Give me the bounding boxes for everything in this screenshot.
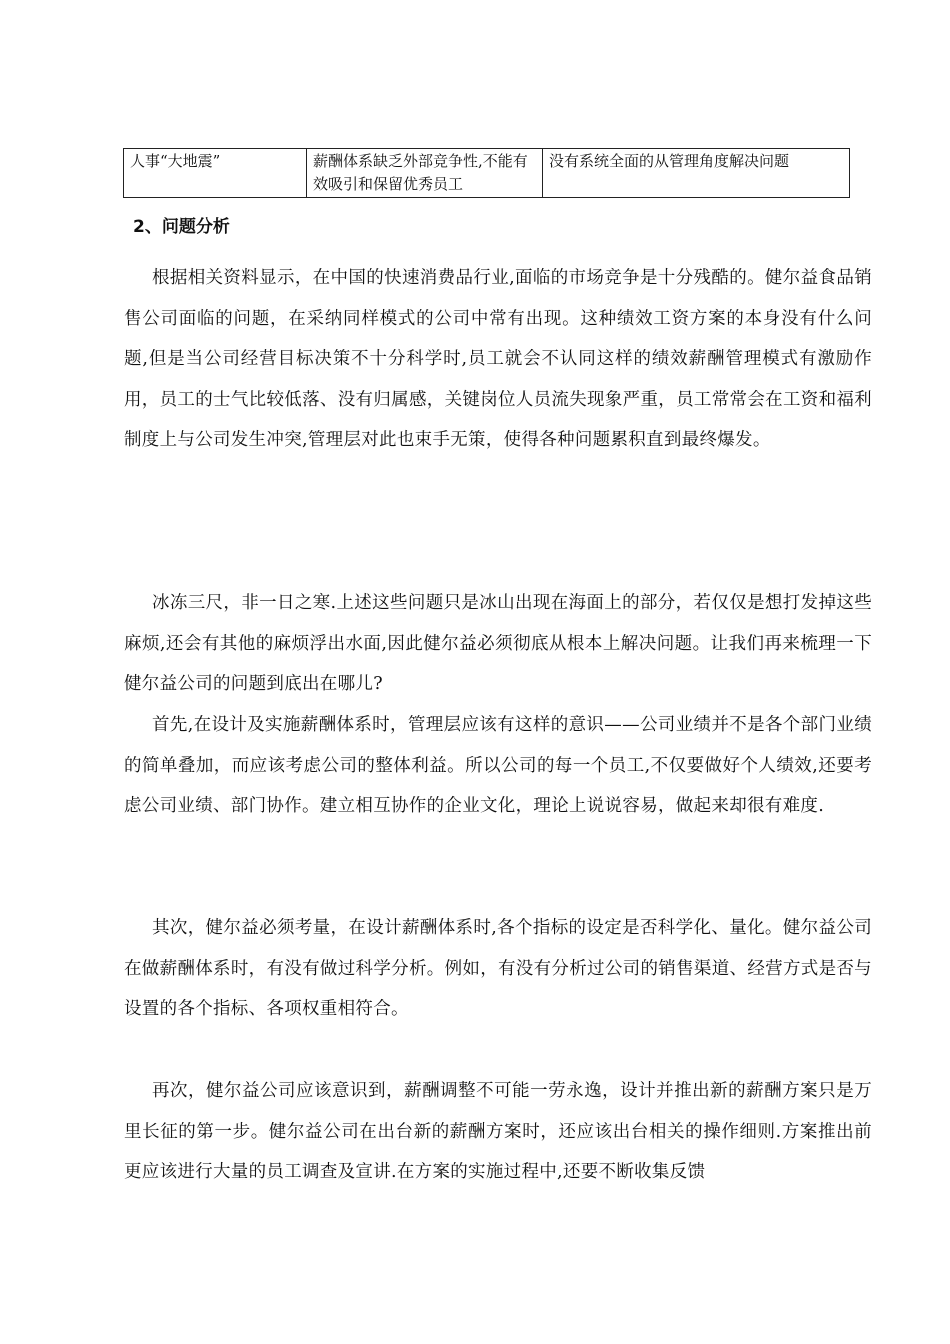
section-heading: 2、问题分析 xyxy=(133,217,230,237)
table-cell-cause: 薪酬体系缺乏外部竞争性,不能有效吸引和保留优秀员工 xyxy=(307,149,543,198)
paragraph: 冰冻三尺，非一日之寒.上述这些问题只是冰山出现在海面上的部分，若仅仅是想打发掉这些麻烦,还会有其他的麻烦浮出水面,因此健尔益必须彻底从根本上解决问题。让我们再来梳理一下健尔益公司的问题到底出在哪儿? xyxy=(124,593,872,695)
paragraph: 根据相关资料显示，在中国的快速消费品行业,面临的市场竞争是十分残酷的。健尔益食品销售公司面临的问题，在采纳同样模式的公司中常有出现。这种绩效工资方案的本身没有什么问题,但是当公司经营目标决策不十分科学时,员工就会不认同这样的绩效薪酬管理模式有激励作用，员工的士气比较低落、没有归属感，关键岗位人员流失现象严重，员工常常会在工资和福利制度上与公司发生冲突,管理层对此也束手无策，使得各种问题累积直到最终爆发。 xyxy=(124,268,872,451)
paragraph: 再次，健尔益公司应该意识到，薪酬调整不可能一劳永逸，设计并推出新的薪酬方案只是万里长征的第一步。健尔益公司在出台新的薪酬方案时，还应该出台相关的操作细则.方案推出前更应该进行大量的员工调查及宣讲.在方案的实施过程中,还要不断收集反馈 xyxy=(124,1081,872,1183)
paragraph: 其次，健尔益必须考量，在设计薪酬体系时,各个指标的设定是否科学化、量化。健尔益公司在做薪酬体系时，有没有做过科学分析。例如，有没有分析过公司的销售渠道、经营方式是否与设置的各个指标、各项权重相符合。 xyxy=(124,918,872,1020)
table-cell-event: 人事“大地震” xyxy=(124,149,307,198)
table-row xyxy=(124,149,850,198)
paragraph: 首先,在设计及实施薪酬体系时，管理层应该有这样的意识——公司业绩并不是各个部门业绩的简单叠加，而应该考虑公司的整体利益。所以公司的每一个员工,不仅要做好个人绩效,还要考虑公司业绩、部门协作。建立相互协作的企业文化，理论上说说容易，做起来却很有难度. xyxy=(124,715,872,817)
issue-table xyxy=(123,148,850,198)
table-cell-problem: 没有系统全面的从管理角度解决问题 xyxy=(543,149,850,198)
